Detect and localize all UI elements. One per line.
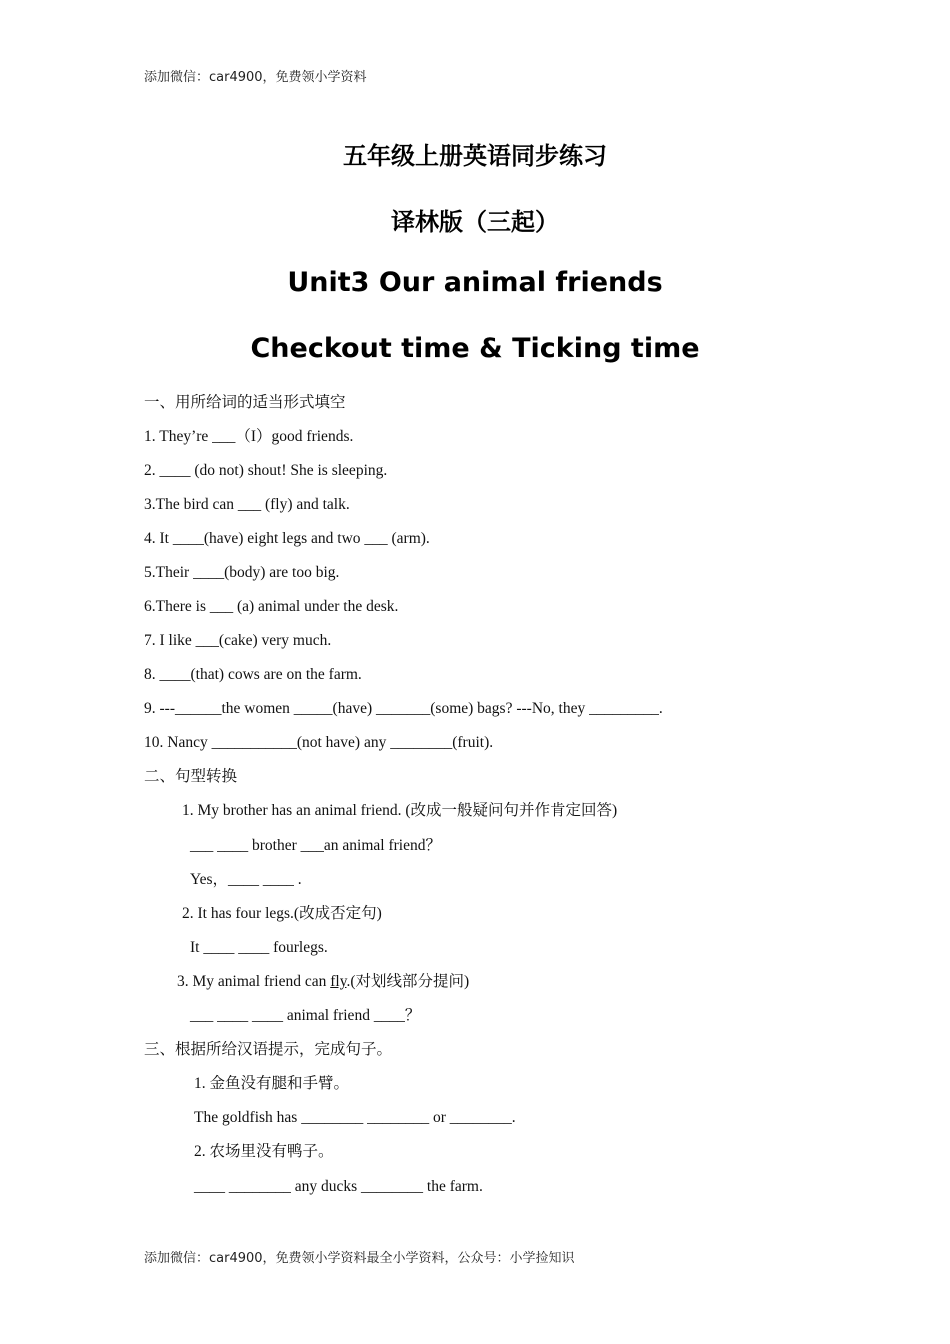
section2-question-2: 2. It has four legs.(改成否定句) bbox=[182, 905, 382, 922]
section2-q3-answer-line: ___ ____ ____ animal friend ____？ bbox=[190, 1007, 421, 1024]
section2-q3-suffix: .(对划线部分提问) bbox=[346, 973, 470, 990]
section3-heading: 三、根据所给汉语提示，完成句子。 bbox=[144, 1041, 393, 1058]
unit-title: Unit3 Our animal friends bbox=[287, 267, 663, 298]
section1-item-10: 10. Nancy ___________(not have) any ________(fruit). bbox=[144, 734, 494, 751]
textbook-edition: 译林版（三起） bbox=[391, 208, 559, 236]
page-header-note: 添加微信：car4900，免费领小学资料 bbox=[144, 70, 367, 85]
section1-item-6: 6.There is ___ (a) animal under the desk. bbox=[144, 598, 399, 615]
worksheet-title: 五年级上册英语同步练习 bbox=[343, 142, 607, 170]
section2-question-1: 1. My brother has an animal friend. (改成一般疑问句并作肯定回答) bbox=[182, 802, 618, 819]
section3-q1-chinese: 1. 金鱼没有腿和手臂。 bbox=[194, 1075, 350, 1092]
section2-q2-answer-line: It ____ ____ fourlegs. bbox=[190, 939, 328, 956]
section1-item-9: 9. ---______the women _____(have) _______(some) bags? ---No, they _________. bbox=[144, 700, 663, 717]
page-footer-note: 添加微信：car4900，免费领小学资料最全小学资料，公众号：小学捡知识 bbox=[144, 1251, 575, 1266]
lesson-title: Checkout time & Ticking time bbox=[250, 333, 700, 364]
section1-item-3: 3.The bird can ___ (fly) and talk. bbox=[144, 496, 350, 513]
section1-item-4: 4. It ____(have) eight legs and two ___ (arm). bbox=[144, 530, 430, 547]
section1-item-8: 8. ____(that) cows are on the farm. bbox=[144, 666, 362, 683]
section3-q2-english: ____ ________ any ducks ________ the farm. bbox=[194, 1178, 483, 1195]
section2-q3-prefix: 3. My animal friend can bbox=[177, 973, 331, 990]
section2-heading: 二、句型转换 bbox=[144, 768, 238, 785]
section1-item-5: 5.Their ____(body) are too big. bbox=[144, 564, 340, 581]
section2-q1-answer-line: ___ ____ brother ___an animal friend？ bbox=[190, 837, 441, 854]
section1-item-1: 1. They’re ___（I）good friends. bbox=[144, 428, 354, 445]
section2-question-3 bbox=[177, 972, 469, 992]
section2-q3-underlined-word: fly bbox=[330, 973, 347, 990]
section3-q2-chinese: 2. 农场里没有鸭子。 bbox=[194, 1143, 334, 1160]
section3-q1-english: The goldfish has ________ ________ or ________. bbox=[194, 1109, 516, 1126]
section1-item-7: 7. I like ___(cake) very much. bbox=[144, 632, 332, 649]
section1-item-2: 2. ____ (do not) shout! She is sleeping. bbox=[144, 462, 388, 479]
section2-q1-reply-line: Yes，____ ____ . bbox=[190, 871, 302, 888]
section1-heading: 一、用所给词的适当形式填空 bbox=[144, 394, 346, 411]
